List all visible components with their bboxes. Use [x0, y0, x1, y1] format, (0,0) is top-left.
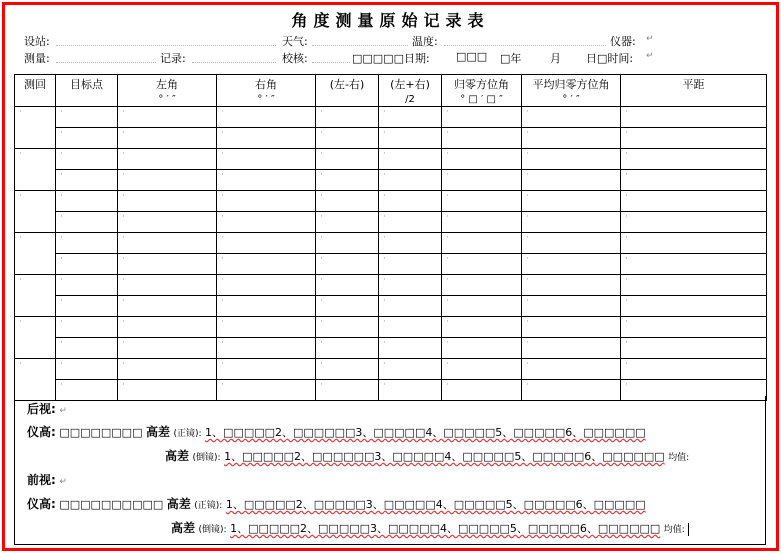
- record-cell[interactable]: ·: [56, 254, 118, 275]
- page-title: 角度测量原始记录表: [291, 11, 490, 30]
- recorder-field[interactable]: [192, 62, 276, 63]
- record-cell[interactable]: ·: [522, 254, 621, 275]
- record-cell[interactable]: ·: [118, 296, 217, 317]
- paragraph-mark-icon: ↵: [646, 51, 654, 61]
- record-cell[interactable]: ·: [442, 380, 522, 401]
- table-row: [15, 338, 767, 359]
- foresight-row: [27, 471, 67, 488]
- observer-field[interactable]: [56, 62, 156, 63]
- record-cell[interactable]: ·: [217, 191, 316, 212]
- record-cell[interactable]: ·: [379, 170, 442, 191]
- record-cell[interactable]: ·: [621, 338, 767, 359]
- series-back-forward[interactable]: 1、□□□□□2、□□□□□□3、□□□□□4、□□□□□5、□□□□□6、□□□□□□: [205, 426, 646, 439]
- backsight-height-forward-row: [27, 423, 646, 440]
- record-cell[interactable]: ·: [621, 191, 767, 212]
- mean-label: 均值:: [668, 453, 690, 463]
- checker-label: 校核:: [282, 52, 308, 65]
- record-cell[interactable]: ·: [217, 212, 316, 233]
- record-cell[interactable]: ·: [56, 275, 118, 296]
- record-cell[interactable]: ·: [379, 149, 442, 170]
- record-cell[interactable]: ·: [442, 233, 522, 254]
- record-cell[interactable]: ·: [522, 233, 621, 254]
- record-cell[interactable]: ·: [217, 296, 316, 317]
- header-left-angle: 左角 ° ′ ″: [118, 75, 217, 107]
- record-cell[interactable]: ·: [56, 380, 118, 401]
- record-cell[interactable]: ·: [379, 212, 442, 233]
- round-cell[interactable]: ·: [15, 233, 56, 275]
- record-cell[interactable]: ·: [379, 254, 442, 275]
- station-label: 设站:: [24, 35, 50, 48]
- table-header-row: [15, 75, 767, 107]
- record-cell[interactable]: ·: [316, 296, 379, 317]
- measurement-table: [14, 74, 767, 401]
- record-cell[interactable]: ·: [316, 107, 379, 128]
- record-cell[interactable]: ·: [217, 170, 316, 191]
- record-cell[interactable]: ·: [621, 296, 767, 317]
- series-fore-forward[interactable]: 1、□□□□□2、□□□□□3、□□□□□4、□□□□□5、□□□□□6、□□□□□: [225, 498, 646, 511]
- instrument-height-field[interactable]: □□□□□□□□: [59, 426, 143, 439]
- reverse-face-label: (倒镜):: [198, 525, 227, 535]
- record-cell[interactable]: ·: [316, 254, 379, 275]
- record-cell[interactable]: ·: [118, 107, 217, 128]
- record-cell[interactable]: ·: [442, 296, 522, 317]
- record-cell[interactable]: ·: [379, 317, 442, 338]
- instrument-height-field[interactable]: □□□□□□□□□□: [59, 498, 164, 511]
- record-cell[interactable]: ·: [56, 107, 118, 128]
- record-cell[interactable]: ·: [379, 380, 442, 401]
- record-cell[interactable]: ·: [118, 170, 217, 191]
- record-cell[interactable]: ·: [316, 359, 379, 380]
- record-cell[interactable]: ·: [442, 149, 522, 170]
- paragraph-mark-icon: ↵: [59, 477, 67, 487]
- record-cell[interactable]: ·: [56, 296, 118, 317]
- record-cell[interactable]: ·: [621, 233, 767, 254]
- backsight-row: [27, 400, 67, 417]
- day-time-label: 日□时间:: [586, 52, 634, 65]
- record-cell[interactable]: ·: [118, 233, 217, 254]
- record-cell[interactable]: ·: [56, 317, 118, 338]
- temperature-label: 温度:: [412, 35, 438, 48]
- table-row: [15, 170, 767, 191]
- record-cell[interactable]: ·: [56, 128, 118, 149]
- record-cell[interactable]: ·: [379, 128, 442, 149]
- record-cell[interactable]: ·: [316, 275, 379, 296]
- round-cell[interactable]: ·: [15, 191, 56, 233]
- record-cell[interactable]: ·: [316, 149, 379, 170]
- record-cell[interactable]: ·: [442, 317, 522, 338]
- year-label: □年: [500, 52, 522, 65]
- record-cell[interactable]: ·: [118, 149, 217, 170]
- record-cell[interactable]: ·: [442, 359, 522, 380]
- series-fore-reverse[interactable]: 1、□□□□□2、□□□□□3、□□□□□4、□□□□□5、□□□□□6、□□□□□□: [230, 522, 661, 535]
- record-cell[interactable]: ·: [621, 317, 767, 338]
- record-cell[interactable]: ·: [621, 107, 767, 128]
- header-left-minus-right: (左-右): [316, 75, 379, 107]
- foresight-label: 前视:: [27, 473, 56, 487]
- record-cell[interactable]: ·: [118, 128, 217, 149]
- record-cell[interactable]: ·: [379, 191, 442, 212]
- weather-field[interactable]: [312, 45, 408, 46]
- height-diff-label: 高差: [171, 521, 196, 535]
- record-cell[interactable]: ·: [522, 380, 621, 401]
- record-cell[interactable]: ·: [217, 149, 316, 170]
- record-cell[interactable]: ·: [442, 107, 522, 128]
- height-diff-label: 高差: [165, 449, 190, 463]
- record-cell[interactable]: ·: [621, 380, 767, 401]
- foresight-reverse-row: [171, 519, 689, 536]
- record-cell[interactable]: ·: [217, 254, 316, 275]
- record-cell[interactable]: ·: [118, 338, 217, 359]
- table-row: [15, 107, 767, 128]
- table-row: [15, 191, 767, 212]
- table-row: [15, 275, 767, 296]
- record-cell[interactable]: ·: [442, 338, 522, 359]
- record-cell[interactable]: ·: [442, 254, 522, 275]
- station-field[interactable]: [56, 45, 276, 46]
- header-mean-zeroed-azimuth: 平均归零方位角 ° ′ ″: [522, 75, 621, 107]
- temperature-field[interactable]: [444, 45, 606, 46]
- instrument-height-label: 仪高:: [27, 425, 56, 439]
- record-cell[interactable]: ·: [316, 338, 379, 359]
- record-cell[interactable]: ·: [316, 170, 379, 191]
- table-row: [15, 149, 767, 170]
- record-cell[interactable]: ·: [316, 317, 379, 338]
- recorder-label: 记录:: [160, 52, 186, 65]
- record-cell[interactable]: ·: [56, 170, 118, 191]
- text-cursor: [688, 523, 689, 536]
- record-cell[interactable]: ·: [522, 170, 621, 191]
- paragraph-mark-icon: ↵: [646, 34, 654, 44]
- record-cell[interactable]: ·: [442, 128, 522, 149]
- record-cell[interactable]: ·: [316, 233, 379, 254]
- mean-label: 均值:: [663, 525, 685, 535]
- record-cell[interactable]: ·: [217, 233, 316, 254]
- record-cell[interactable]: ·: [316, 128, 379, 149]
- checker-field[interactable]: [312, 62, 350, 63]
- record-cell[interactable]: ·: [118, 317, 217, 338]
- table-row: [15, 233, 767, 254]
- date-label: □□□□□日期:: [352, 52, 430, 65]
- record-cell[interactable]: ·: [379, 275, 442, 296]
- header-horizontal-distance: 平距: [621, 75, 767, 107]
- record-cell[interactable]: ·: [621, 212, 767, 233]
- record-cell[interactable]: ·: [217, 359, 316, 380]
- record-cell[interactable]: ·: [56, 149, 118, 170]
- height-diff-label: 高差: [145, 425, 170, 439]
- record-cell[interactable]: ·: [217, 107, 316, 128]
- table-row: [15, 254, 767, 275]
- header-zeroed-azimuth: 归零方位角 ° □ ′ □ ″: [442, 75, 522, 107]
- record-cell[interactable]: ·: [118, 359, 217, 380]
- round-cell[interactable]: ·: [15, 275, 56, 317]
- reverse-face-label: (倒镜):: [192, 453, 221, 463]
- round-cell[interactable]: ·: [15, 149, 56, 191]
- header-left-plus-right-half: (左+右) /2: [379, 75, 442, 107]
- record-cell[interactable]: ·: [522, 359, 621, 380]
- weather-label: 天气:: [282, 35, 308, 48]
- record-cell[interactable]: ·: [217, 317, 316, 338]
- record-cell[interactable]: ·: [442, 170, 522, 191]
- height-diff-label: 高差: [166, 497, 191, 511]
- record-cell[interactable]: ·: [316, 212, 379, 233]
- backsight-reverse-row: [165, 447, 689, 464]
- table-row: [15, 296, 767, 317]
- round-cell[interactable]: ·: [15, 107, 56, 149]
- record-cell[interactable]: ·: [522, 128, 621, 149]
- record-cell[interactable]: ·: [118, 191, 217, 212]
- forward-face-label: (正镜):: [173, 429, 202, 439]
- record-cell[interactable]: ·: [379, 338, 442, 359]
- record-cell[interactable]: ·: [522, 191, 621, 212]
- table-row: [15, 128, 767, 149]
- date-placeholder[interactable]: □□□: [456, 50, 488, 63]
- record-cell[interactable]: ·: [522, 275, 621, 296]
- record-cell[interactable]: ·: [118, 275, 217, 296]
- record-cell[interactable]: ·: [56, 191, 118, 212]
- instrument-label: 仪器:: [610, 35, 636, 48]
- record-cell[interactable]: ·: [379, 359, 442, 380]
- record-cell[interactable]: ·: [56, 359, 118, 380]
- record-cell[interactable]: ·: [621, 149, 767, 170]
- record-cell[interactable]: ·: [621, 275, 767, 296]
- record-cell[interactable]: ·: [56, 212, 118, 233]
- record-cell[interactable]: ·: [379, 233, 442, 254]
- record-cell[interactable]: ·: [522, 338, 621, 359]
- record-cell[interactable]: ·: [118, 212, 217, 233]
- record-cell[interactable]: ·: [442, 191, 522, 212]
- month-label: 月: [550, 52, 561, 65]
- record-cell[interactable]: ·: [621, 128, 767, 149]
- record-cell[interactable]: ·: [522, 107, 621, 128]
- table-row: [15, 359, 767, 380]
- header-round: 测回: [15, 75, 56, 107]
- paragraph-mark-icon: ↵: [59, 406, 67, 416]
- record-cell[interactable]: ·: [522, 149, 621, 170]
- record-cell[interactable]: ·: [217, 380, 316, 401]
- header-right-angle: 右角 ° ′ ″: [217, 75, 316, 107]
- record-cell[interactable]: ·: [442, 212, 522, 233]
- record-cell[interactable]: ·: [217, 338, 316, 359]
- record-cell[interactable]: ·: [621, 254, 767, 275]
- record-cell[interactable]: ·: [118, 254, 217, 275]
- round-cell[interactable]: ·: [15, 359, 56, 401]
- table-row: [15, 212, 767, 233]
- record-cell[interactable]: ·: [621, 359, 767, 380]
- record-cell[interactable]: ·: [522, 296, 621, 317]
- record-cell[interactable]: ·: [442, 275, 522, 296]
- record-cell[interactable]: ·: [621, 170, 767, 191]
- record-cell[interactable]: ·: [379, 296, 442, 317]
- record-cell[interactable]: ·: [379, 107, 442, 128]
- series-back-reverse[interactable]: 1、□□□□□2、□□□□□□3、□□□□□4、□□□□□5、□□□□□6、□□□□□□: [224, 450, 665, 463]
- backsight-label: 后视:: [27, 402, 56, 416]
- record-cell[interactable]: ·: [217, 128, 316, 149]
- round-cell[interactable]: ·: [15, 317, 56, 359]
- table-row: [15, 317, 767, 338]
- record-cell[interactable]: ·: [56, 233, 118, 254]
- record-cell[interactable]: ·: [316, 380, 379, 401]
- record-cell[interactable]: ·: [522, 212, 621, 233]
- summary-section: [14, 396, 766, 545]
- instrument-height-label: 仪高:: [27, 497, 56, 511]
- record-cell[interactable]: ·: [56, 338, 118, 359]
- foresight-height-forward-row: [27, 495, 646, 512]
- record-cell[interactable]: ·: [522, 317, 621, 338]
- record-cell[interactable]: ·: [316, 191, 379, 212]
- header-target: 目标点: [56, 75, 118, 107]
- record-cell[interactable]: ·: [217, 275, 316, 296]
- record-cell[interactable]: ·: [118, 380, 217, 401]
- forward-face-label: (正镜):: [194, 501, 223, 511]
- observer-label: 测量:: [24, 52, 50, 65]
